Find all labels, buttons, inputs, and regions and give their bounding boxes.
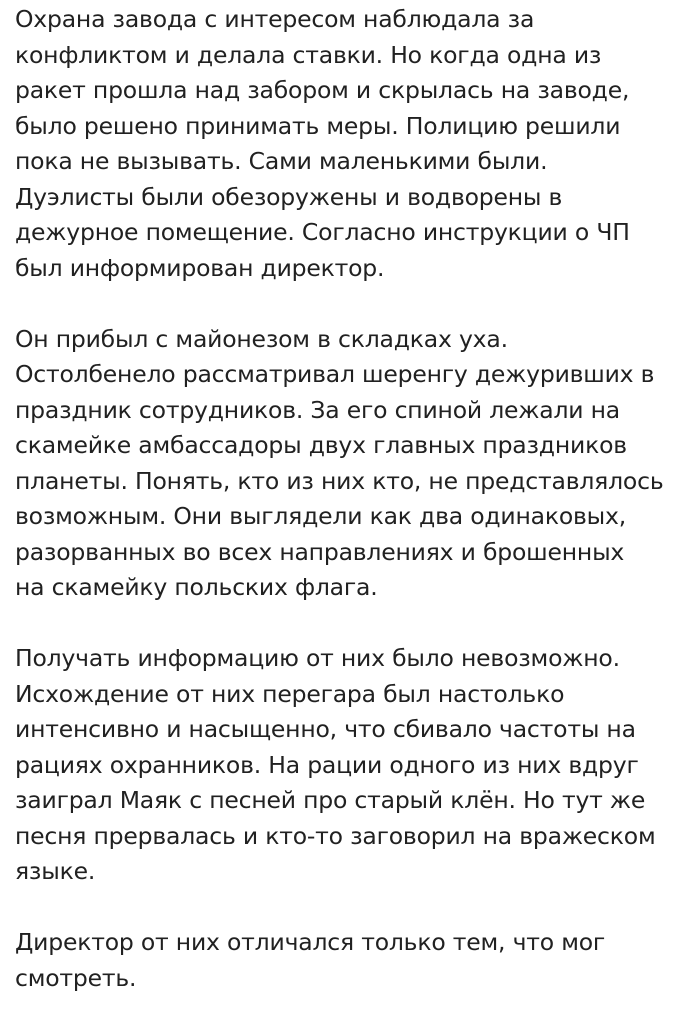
text-line: праздник сотрудников. За его спиной лежали на — [15, 395, 620, 424]
text-line: песня прервалась и кто-то заговорил на вражеском — [15, 821, 656, 850]
text-line: на скамейку польских флага. — [15, 573, 378, 601]
text-line: был информирован директор. — [15, 253, 385, 282]
text-line: пока не вызывать. Сами маленькими были. — [15, 147, 548, 175]
text-line: интенсивно и насыщенно, что сбивало частоты на — [15, 715, 636, 743]
text-line: возможным. Они выглядели как два одинаковых, — [15, 502, 627, 530]
text-line: смотреть. — [15, 963, 137, 992]
paragraph-4 — [15, 925, 687, 996]
story-text — [15, 2, 687, 1032]
text-line: конфликтом и делала ставки. Но когда одна из — [15, 40, 602, 69]
text-line: Директор от них отличался только тем, что мог — [15, 928, 606, 956]
text-line: рациях охранников. На рации одного из них вдруг — [15, 750, 639, 779]
text-line: было решено принимать меры. Полицию решили — [15, 111, 621, 140]
text-line: скамейке амбассадоры двух главных праздников — [15, 431, 627, 459]
text-line: Исхождение от них перегара был настолько — [15, 679, 565, 708]
text-line: дежурное помещение. Согласно инструкции о ЧП — [15, 218, 630, 246]
text-line: языке. — [15, 857, 96, 885]
text-line: Получать информацию от них было невозможно. — [15, 644, 620, 672]
text-line: разорванных во всех направлениях и брошенных — [15, 537, 625, 566]
paragraph-1 — [15, 2, 687, 286]
text-line: ракет прошла над забором и скрылась на заводе, — [15, 76, 630, 104]
text-line: Остолбенело рассматривал шеренгу дежуривших в — [15, 360, 655, 388]
text-line: заиграл Маяк с песней про старый клён. Но тут же — [15, 786, 646, 814]
paragraph-3 — [15, 641, 687, 890]
text-line: планеты. Понять, кто из них кто, не представлялось — [15, 466, 664, 495]
text-line: Дуэлисты были обезоружены и водворены в — [15, 182, 563, 211]
text-line: Охрана завода с интересом наблюдала за — [15, 5, 535, 33]
text-line: Он прибыл с майонезом в складках уха. — [15, 324, 508, 353]
paragraph-2 — [15, 322, 687, 606]
